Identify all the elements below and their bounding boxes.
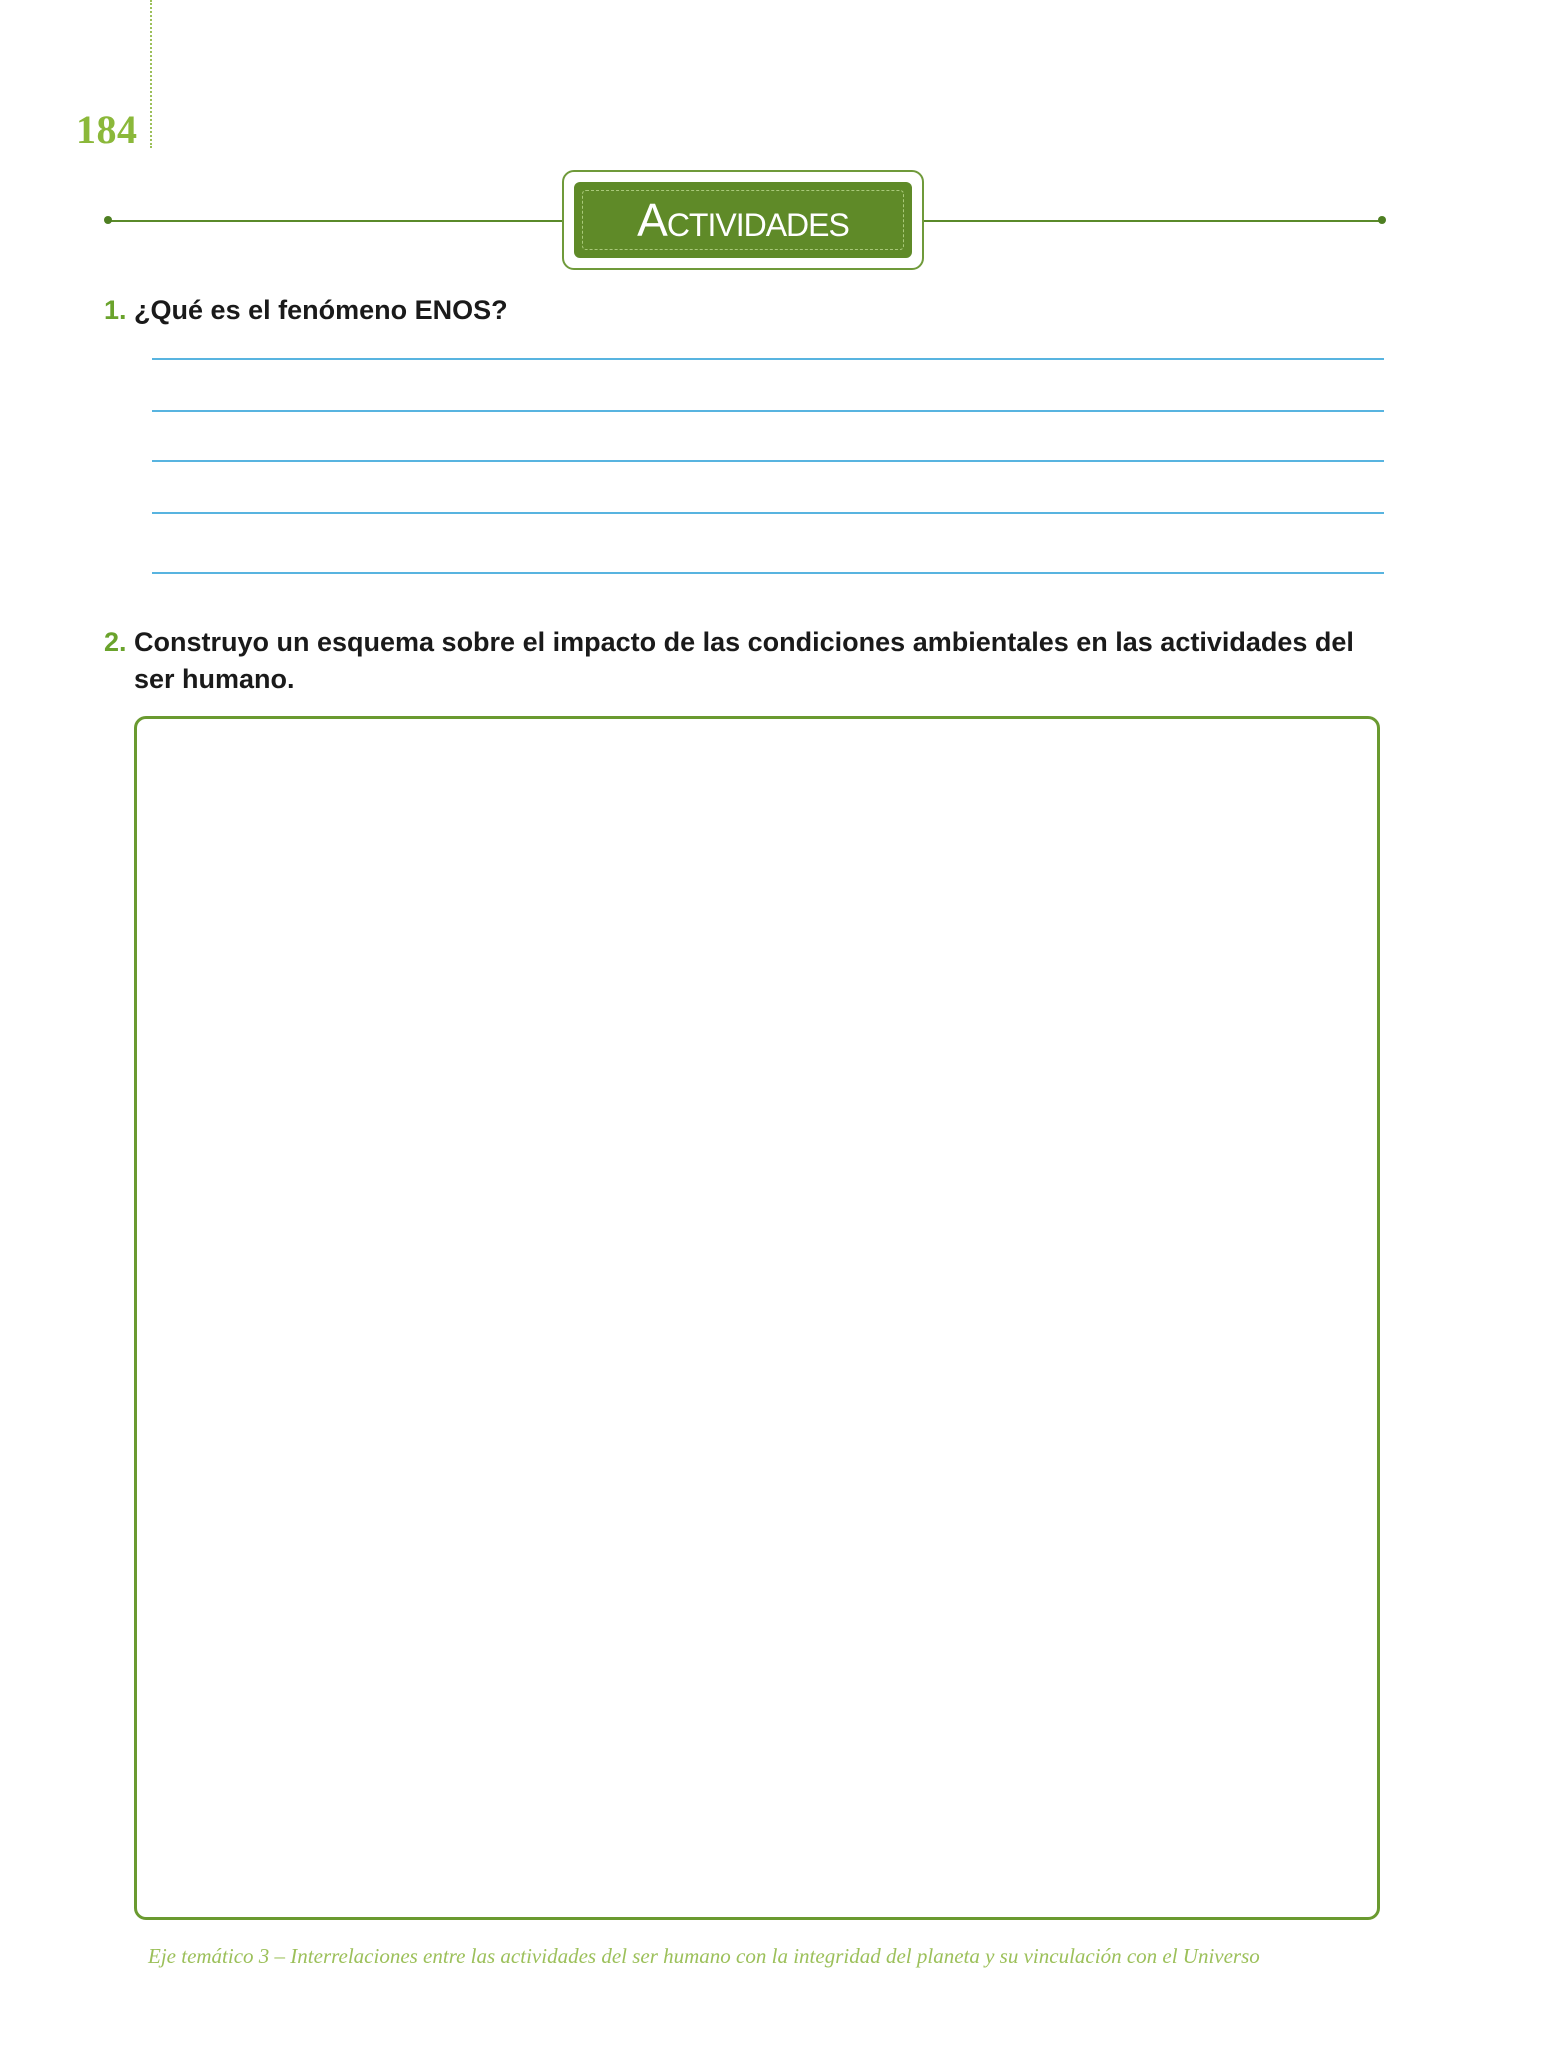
question-1 [104,292,1384,329]
answer-line-5[interactable] [152,572,1384,574]
footer-caption: Eje temático 3 – Interrelaciones entre las actividades del ser humano con la integridad del planeta y su vinculación con el Universo [148,1944,1260,1968]
question-1-number: 1. [104,295,127,325]
question-2 [104,624,1394,698]
answer-line-3[interactable] [152,460,1384,462]
section-title-badge [562,170,924,270]
header-rule-left-dot [104,216,112,224]
margin-dotted-rule [150,0,152,148]
answer-line-2[interactable] [152,410,1384,412]
header-rule-right-dot [1378,216,1386,224]
section-title-stitch [582,190,904,250]
question-2-text: Construyo un esquema sobre el impacto de las condiciones ambientales en las actividades del ser humano. [134,627,1354,694]
answer-line-4[interactable] [152,512,1384,514]
section-title: Actividades [637,194,849,246]
answer-line-1[interactable] [152,358,1384,360]
header-rule-left [108,220,570,222]
question-2-number: 2. [104,627,127,657]
header-rule-right [922,220,1384,222]
page-number: 184 [76,107,138,152]
scheme-drawing-area[interactable] [134,716,1380,1920]
question-1-text: ¿Qué es el fenómeno ENOS? [134,295,508,325]
section-title-panel [574,182,912,258]
